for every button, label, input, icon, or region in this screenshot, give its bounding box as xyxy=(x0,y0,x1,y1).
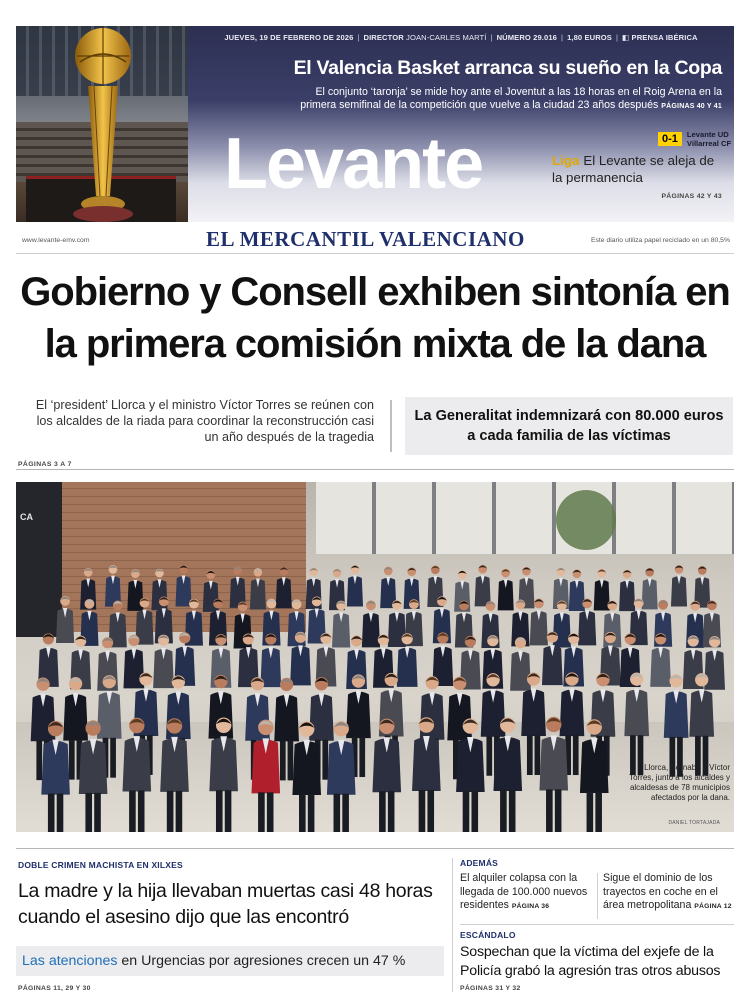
team-away: Villarreal CF xyxy=(686,139,732,148)
newspaper-logo[interactable]: Levante xyxy=(224,124,483,204)
bottom-rule xyxy=(16,848,734,849)
liga-label: Liga xyxy=(552,153,580,168)
lead-highlight-box[interactable]: La Generalitat indemnizará con 80.000 euros a cada familia de las víctimas xyxy=(405,397,733,455)
price: 1,80 EUROS xyxy=(567,33,612,42)
person xyxy=(475,565,491,607)
person xyxy=(347,565,363,607)
person xyxy=(498,569,514,611)
ademas-item2-text: Sigue el dominio de los trayectos en coche en el área metropolitana xyxy=(603,872,718,911)
urgencias-label: Las atenciones xyxy=(22,953,118,969)
issue-date: JUEVES, 19 DE FEBRERO DE 2026 xyxy=(224,33,354,42)
liga-pages: PÁGINAS 42 Y 43 xyxy=(661,193,722,200)
person xyxy=(671,565,687,607)
escandalo-kicker: ESCÁNDALO xyxy=(460,930,516,940)
website-link[interactable]: www.levante-emv.com xyxy=(22,237,90,244)
liga-text: El Levante se aleja de la permanencia xyxy=(552,153,715,185)
person xyxy=(594,569,610,611)
photo-caption: Llorca, Bernabé y Víctor Torres, junto a los alcaldes y alcaldesas de 78 municipios afectados por la dana. xyxy=(629,763,730,802)
issue-number: NÚMERO 29.016 xyxy=(496,33,557,42)
person xyxy=(642,568,658,610)
trophy-icon xyxy=(66,26,140,222)
person xyxy=(250,568,266,610)
ademas-item-rent[interactable] xyxy=(460,872,596,914)
basket-teaser-text xyxy=(282,86,722,113)
person xyxy=(619,570,635,612)
dateline: JUEVES, 19 DE FEBRERO DE 2026 | DIRECTOR JOAN-CARLES MARTÍ | NÚMERO 29.016 | 1,80 EUROS | ◧ PRENSA IBÉRICA xyxy=(224,33,698,42)
score-result: 0-1 xyxy=(658,132,682,146)
basket-teaser-body: El conjunto ‘taronja’ se mide hoy ante el Joventut a las 18 horas en el Roig Arena en la primera semifinal de la competición que vuelve a la ciudad 23 años después xyxy=(300,86,722,111)
lead-rule xyxy=(16,469,734,470)
lead-headline-line2: la primera comisión mixta de la dana xyxy=(44,322,706,366)
basket-teaser-title[interactable]: El Valencia Basket arranca su sueño en la Copa xyxy=(293,57,722,79)
banner-text: CA xyxy=(20,512,33,522)
person xyxy=(105,565,121,607)
ademas-item1-pages: PÁGINA 36 xyxy=(511,903,550,910)
ademas-item2-pages: PÁGINA 12 xyxy=(694,903,732,910)
masthead-panel xyxy=(188,26,734,222)
lead-photo xyxy=(16,482,734,832)
liga-teaser[interactable] xyxy=(552,152,722,205)
team-home: Levante UD xyxy=(686,130,729,139)
photo-credit: DANIEL TORTAJADA xyxy=(668,820,720,826)
basketball-trophy-photo xyxy=(16,26,188,222)
person xyxy=(624,673,649,776)
masthead-subrow xyxy=(16,224,734,254)
football-score[interactable] xyxy=(658,130,731,148)
publisher-group: PRENSA IBÉRICA xyxy=(631,33,698,42)
director-name: JOAN-CARLES MARTÍ xyxy=(406,33,487,42)
escandalo-pages: PÁGINAS 31 Y 32 xyxy=(460,985,521,992)
ademas-item-traffic[interactable] xyxy=(603,872,739,914)
person xyxy=(362,600,380,647)
masthead xyxy=(16,26,734,222)
ademas-divider xyxy=(597,873,598,919)
crime-pages: PÁGINAS 11, 29 Y 30 xyxy=(18,985,91,992)
recycled-paper-note: Este diario utiliza papel reciclado en un 80,5% xyxy=(590,237,730,244)
escandalo-title[interactable]: Sospechan que la víctima del exjefe de la Policía grabó la agresión tras otros abusos xyxy=(460,944,721,979)
lead-headline-line1: Gobierno y Consell exhiben sintonía en xyxy=(20,270,730,314)
bottom-column-divider xyxy=(452,858,453,992)
urgencias-text: en Urgencias por agresiones crecen un 47 % xyxy=(117,953,406,969)
lead-standfirst: El ‘president’ Llorca y el ministro Víctor Torres se reúnen con los alcaldes de la riada para coordinar la reconstrucción casi un año después de la tragedia xyxy=(35,398,374,444)
urgencias-teaser[interactable] xyxy=(16,946,444,976)
masthead-subtitle: EL MERCANTIL VALENCIANO xyxy=(206,227,525,251)
standfirst-divider xyxy=(390,400,392,452)
ademas-rule xyxy=(460,924,734,925)
ademas-kicker: ADEMÁS xyxy=(460,858,499,868)
person xyxy=(175,565,191,607)
group-icon: ◧ xyxy=(622,33,632,42)
crime-title[interactable]: La madre y la hija llevaban muertas casi 48 horas cuando el asesino dijo que las encontró xyxy=(18,880,433,928)
basket-teaser-pages: PÁGINAS 40 Y 41 xyxy=(661,103,722,110)
director-label: DIRECTOR xyxy=(363,33,404,42)
person xyxy=(664,674,689,777)
person xyxy=(56,596,74,643)
ademas-item1-text: El alquiler colapsa con la llegada de 100.000 nuevos residentes xyxy=(460,872,588,911)
crime-kicker: DOBLE CRIMEN MACHISTA EN XILXES xyxy=(18,860,183,870)
plant xyxy=(556,490,616,550)
score-teams xyxy=(687,130,731,148)
lead-pages: PÁGINAS 3 A 7 xyxy=(18,461,72,468)
lead-headline[interactable] xyxy=(16,266,734,370)
person xyxy=(276,567,292,609)
